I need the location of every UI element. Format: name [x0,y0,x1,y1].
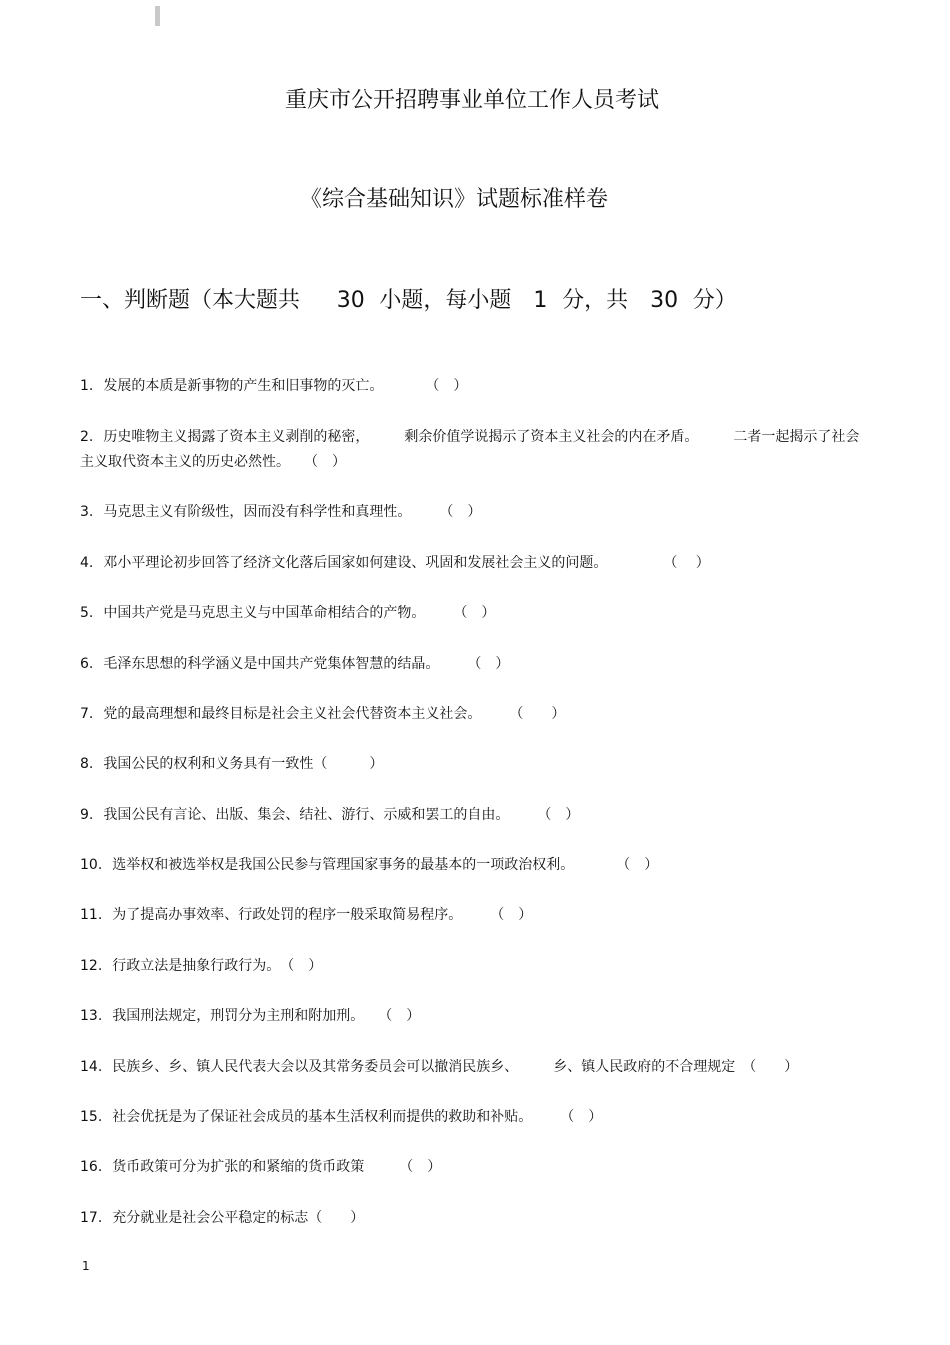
question-number: 14. [80,1059,103,1075]
answer-bracket: （ ） [283,454,346,470]
question-number: 6. [80,656,94,672]
question-item [80,425,870,475]
question-text: 邓小平理论初步回答了经济文化落后国家如何建设、巩固和发展社会主义的问题。 [103,555,601,571]
question-text: 充分就业是社会公平稳定的标志 [112,1210,309,1226]
answer-bracket: （ ） [418,605,496,621]
answer-bracket: （ ） [567,857,659,873]
page-number: 1 [82,1259,90,1273]
answer-bracket: （ ） [455,907,533,923]
question-number: 12. [80,958,103,974]
answer-bracket: （ ） [308,1210,365,1226]
question-item [80,500,870,525]
question-text: 选举权和被选举权是我国公民参与管理国家事务的最基本的一项政治权利。 [112,857,568,873]
question-item [80,853,870,878]
document-title-line2: 《综合基础知识》试题标准样卷 [299,187,608,212]
question-number: 2. [80,429,94,445]
question-item [80,803,870,828]
question-text: 为了提高办事效率、行政处罚的程序一般采取简易程序。 [112,907,456,923]
question-text: 行政立法是抽象行政行为。 [112,958,274,974]
question-number: 15. [80,1109,103,1125]
question-text: 马克思主义有阶级性，因而没有科学性和真理性。 [103,504,405,520]
question-item [80,903,870,928]
answer-bracket: （ ） [404,504,482,520]
question-text: 我国公民的权利和义务具有一致性 [103,756,314,772]
question-item [80,1105,870,1130]
question-item [80,601,870,626]
section-heading: 一、判断题（本大题共 30 小题，每小题 1 分，共 30 分） [80,288,737,313]
question-item [80,374,870,399]
answer-bracket: （ ） [474,706,566,722]
question-item [80,702,870,727]
question-item [80,1206,870,1231]
question-number: 5. [80,605,94,621]
question-text: 党的最高理想和最终目标是社会主义社会代替资本主义社会。 [103,706,475,722]
answer-bracket: （ ） [357,1008,421,1024]
answer-bracket: （ ） [525,1109,603,1125]
question-number: 10. [80,857,103,873]
answer-bracket: （ ） [432,656,510,672]
question-item [80,652,870,677]
answer-bracket: （ ） [313,756,384,772]
answer-bracket: （ ） [502,807,580,823]
question-number: 4. [80,555,94,571]
question-text: 社会优抚是为了保证社会成员的基本生活权利而提供的救助和补贴。 [112,1109,526,1125]
question-text: 我国公民有言论、出版、集会、结社、游行、示威和罢工的自由。 [103,807,503,823]
question-text: 历史唯物主义揭露了资本主义剥削的秘密， 剩余价值学说揭示了资本主义社会的内在矛盾。 二者一起揭示了社会主义取代资本主义的历史必然性。 [80,429,860,470]
question-number: 1. [80,378,94,394]
question-item [80,954,870,979]
question-item [80,752,870,777]
question-number: 17. [80,1210,103,1226]
answer-bracket: （ ） [376,378,468,394]
question-text: 发展的本质是新事物的产生和旧事物的灭亡。 [103,378,377,394]
answer-bracket: （ ） [364,1159,442,1175]
question-item [80,1004,870,1029]
question-item [80,1055,870,1080]
question-item [80,551,870,576]
question-number: 11. [80,907,103,923]
question-number: 8. [80,756,94,772]
question-text: 民族乡、乡、镇人民代表大会以及其常务委员会可以撤消民族乡、 乡、镇人民政府的不合理规定 [112,1059,736,1075]
question-number: 9. [80,807,94,823]
question-number: 13. [80,1008,103,1024]
scan-artifact [155,6,160,26]
question-number: 16. [80,1159,103,1175]
answer-bracket: （ ） [600,555,710,571]
question-text: 中国共产党是马克思主义与中国革命相结合的产物。 [103,605,419,621]
answer-bracket: （ ） [735,1059,799,1075]
question-number: 7. [80,706,94,722]
answer-bracket: （ ） [273,958,323,974]
question-text: 我国刑法规定，刑罚分为主刑和附加刑。 [112,1008,358,1024]
question-item [80,1155,870,1180]
document-title-line1: 重庆市公开招聘事业单位工作人员考试 [284,88,659,113]
question-number: 3. [80,504,94,520]
question-text: 货币政策可分为扩张的和紧缩的货币政策 [112,1159,365,1175]
question-text: 毛泽东思想的科学涵义是中国共产党集体智慧的结晶。 [103,656,433,672]
